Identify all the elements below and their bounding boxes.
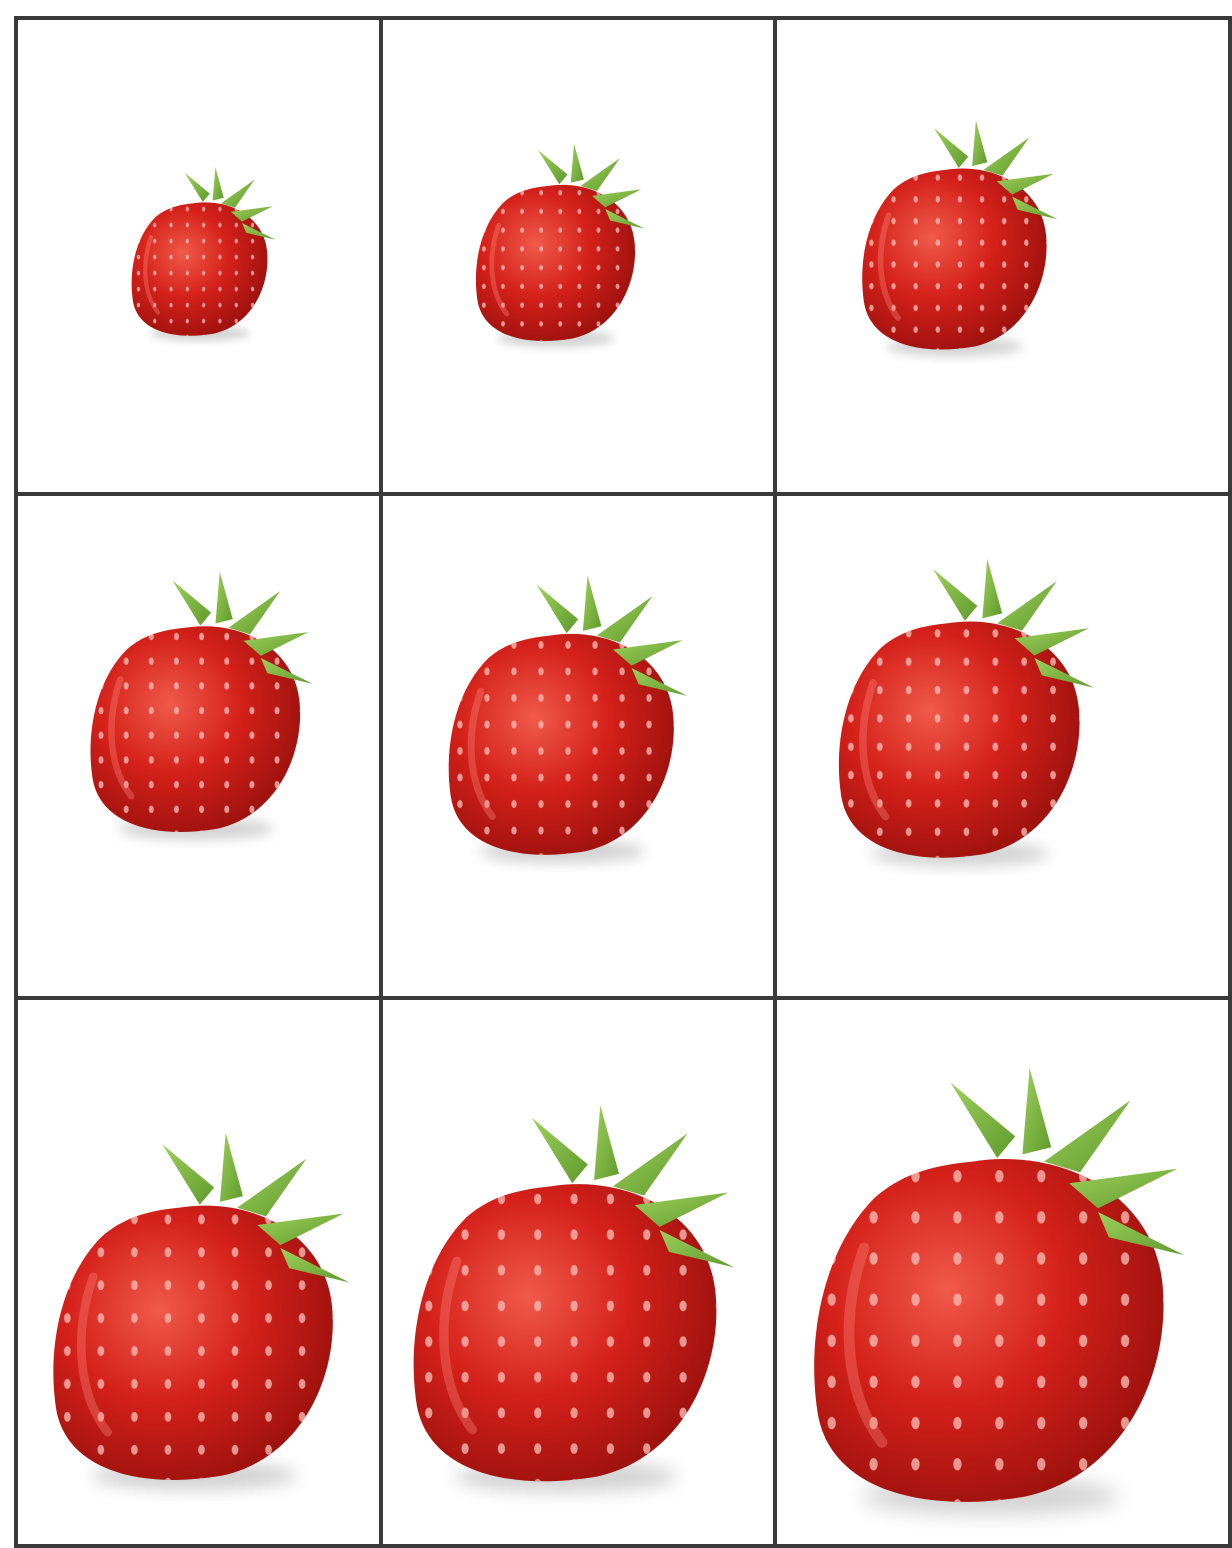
- strawberry-icon-2: [476, 143, 645, 346]
- strawberry-icon-8: [414, 1105, 735, 1492]
- strawberry-icon-9: [814, 1068, 1184, 1514]
- strawberry-icon-5: [449, 575, 688, 863]
- strawberry-icon-7: [53, 1133, 349, 1490]
- strawberry-icon-4: [91, 572, 313, 840]
- strawberry-icon-3: [862, 120, 1057, 356]
- strawberry-icon-1: [132, 167, 276, 341]
- strawberry-icon-6: [839, 559, 1094, 867]
